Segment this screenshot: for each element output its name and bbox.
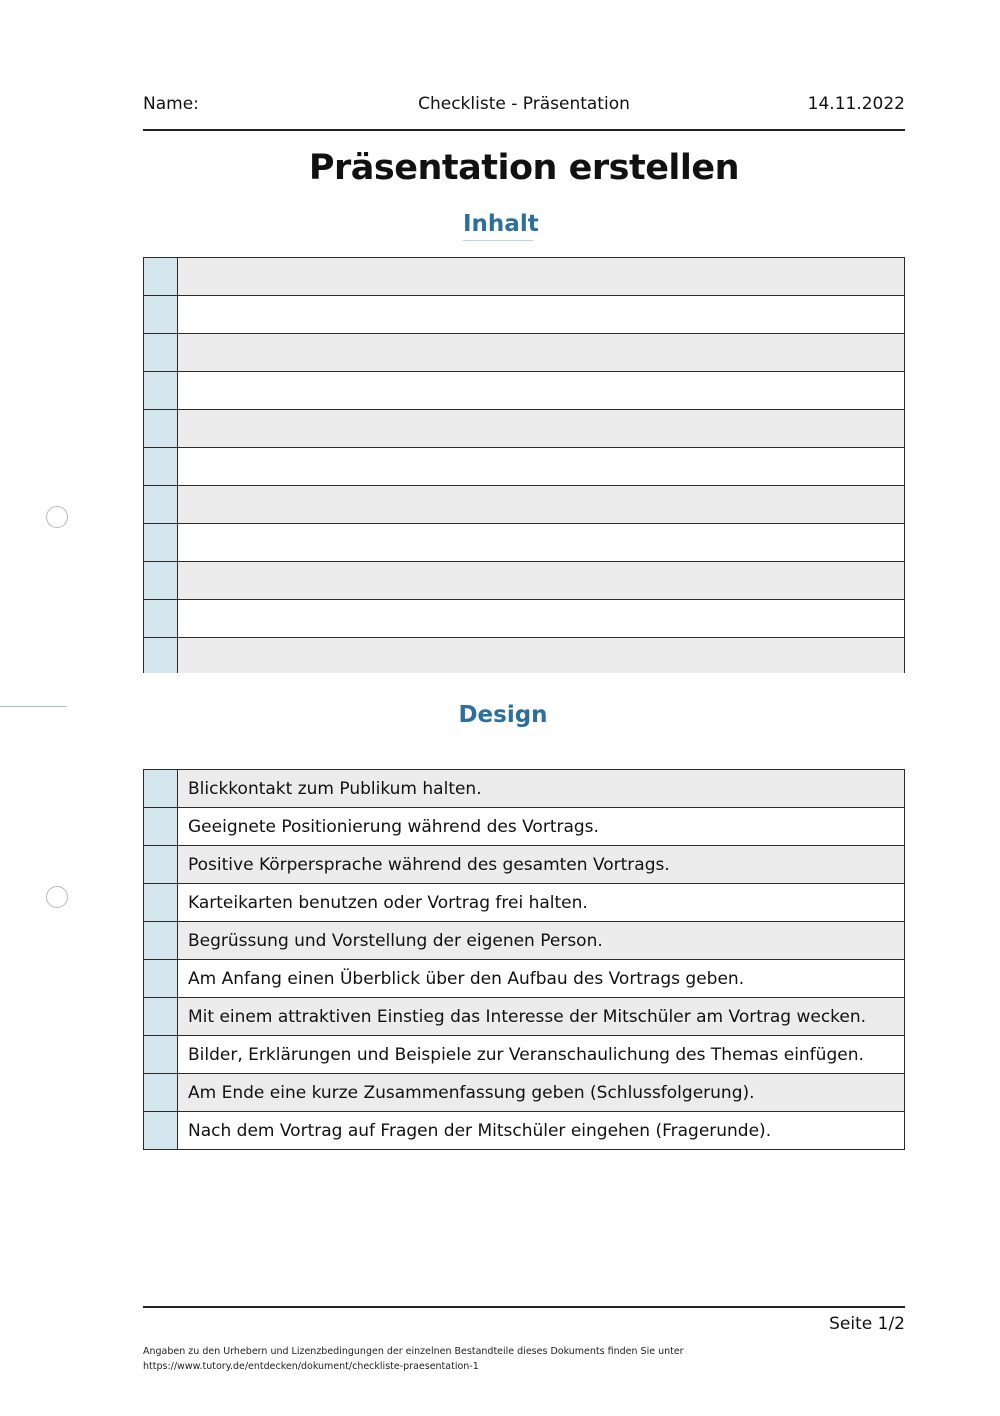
- design-row: [144, 1074, 905, 1112]
- design-checklist: [143, 769, 905, 1172]
- design-item-text: Nach dem Vortrag auf Fragen der Mitschüler eingehen (Fragerunde).: [178, 1112, 905, 1150]
- design-item-text: Geeignete Positionierung während des Vortrags.: [178, 808, 905, 846]
- inhalt-checkbox[interactable]: [144, 334, 178, 372]
- inhalt-row: [144, 410, 905, 448]
- design-checkbox[interactable]: [144, 846, 178, 884]
- design-checkbox[interactable]: [144, 922, 178, 960]
- page-number: Seite 1/2: [829, 1314, 905, 1334]
- inhalt-item-text: [178, 334, 905, 372]
- design-item-text: Karteikarten benutzen oder Vortrag frei halten.: [178, 884, 905, 922]
- inhalt-item-text: [178, 524, 905, 562]
- design-item-text: Positive Körpersprache während des gesamten Vortrags.: [178, 846, 905, 884]
- design-table: [143, 769, 905, 1150]
- punch-hole-bottom: [46, 886, 68, 908]
- inhalt-heading: Inhalt: [463, 211, 533, 241]
- document-title: Checkliste - Präsentation: [418, 94, 630, 114]
- inhalt-row: [144, 600, 905, 638]
- design-item-text: Bilder, Erklärungen und Beispiele zur Veranschaulichung des Themas einfügen.: [178, 1036, 905, 1074]
- design-heading: Design: [458, 702, 548, 728]
- design-row: [144, 808, 905, 846]
- inhalt-item-text: [178, 600, 905, 638]
- inhalt-row: [144, 638, 905, 674]
- design-row: [144, 922, 905, 960]
- attribution-text: Angaben zu den Urhebern und Lizenzbedingungen der einzelnen Bestandteile dieses Dokuments finden Sie unter: [143, 1346, 684, 1357]
- inhalt-item-text: [178, 562, 905, 600]
- inhalt-checkbox[interactable]: [144, 258, 178, 296]
- design-item-text: Am Anfang einen Überblick über den Aufbau des Vortrags geben.: [178, 960, 905, 998]
- inhalt-item-text: [178, 296, 905, 334]
- attribution: [143, 1344, 843, 1374]
- inhalt-checkbox[interactable]: [144, 448, 178, 486]
- inhalt-item-text: [178, 372, 905, 410]
- inhalt-row: [144, 486, 905, 524]
- inhalt-item-text: [178, 638, 905, 674]
- design-checkbox[interactable]: [144, 1036, 178, 1074]
- inhalt-item-text: [178, 486, 905, 524]
- inhalt-checkbox[interactable]: [144, 562, 178, 600]
- inhalt-item-text: [178, 448, 905, 486]
- design-checkbox[interactable]: [144, 884, 178, 922]
- inhalt-row: [144, 372, 905, 410]
- inhalt-checkbox[interactable]: [144, 524, 178, 562]
- inhalt-checkbox[interactable]: [144, 372, 178, 410]
- design-checkbox[interactable]: [144, 1074, 178, 1112]
- design-checkbox[interactable]: [144, 808, 178, 846]
- inhalt-checkbox[interactable]: [144, 486, 178, 524]
- fold-mark: [0, 706, 67, 707]
- design-row: [144, 998, 905, 1036]
- inhalt-checkbox[interactable]: [144, 638, 178, 674]
- inhalt-row: [144, 448, 905, 486]
- inhalt-item-text: [178, 258, 905, 296]
- design-item-text: Mit einem attraktiven Einstieg das Interesse der Mitschüler am Vortrag wecken.: [178, 998, 905, 1036]
- attribution-link[interactable]: https://www.tutory.de/entdecken/dokument/checkliste-praesentation-1: [143, 1361, 479, 1372]
- design-item-text: Blickkontakt zum Publikum halten.: [178, 770, 905, 808]
- inhalt-checkbox[interactable]: [144, 600, 178, 638]
- inhalt-table: [143, 257, 905, 673]
- inhalt-item-text: [178, 410, 905, 448]
- design-checkbox[interactable]: [144, 960, 178, 998]
- design-row: [144, 846, 905, 884]
- header-divider: [143, 129, 905, 131]
- document-date: 14.11.2022: [807, 94, 905, 114]
- inhalt-checkbox[interactable]: [144, 410, 178, 448]
- design-checkbox[interactable]: [144, 770, 178, 808]
- inhalt-row: [144, 334, 905, 372]
- page-header: [143, 94, 905, 120]
- name-label: Name:: [143, 94, 199, 114]
- design-row: [144, 884, 905, 922]
- inhalt-row: [144, 258, 905, 296]
- page-title: Präsentation erstellen: [308, 148, 740, 188]
- inhalt-row: [144, 296, 905, 334]
- design-checkbox[interactable]: [144, 1112, 178, 1150]
- design-item-text: Am Ende eine kurze Zusammenfassung geben (Schlussfolgerung).: [178, 1074, 905, 1112]
- footer-divider: [143, 1306, 905, 1308]
- design-checkbox[interactable]: [144, 998, 178, 1036]
- design-item-text: Begrüssung und Vorstellung der eigenen Person.: [178, 922, 905, 960]
- inhalt-row: [144, 562, 905, 600]
- design-row: [144, 770, 905, 808]
- inhalt-checklist: [143, 257, 905, 673]
- inhalt-checkbox[interactable]: [144, 296, 178, 334]
- inhalt-row: [144, 524, 905, 562]
- design-row: [144, 960, 905, 998]
- design-row: [144, 1036, 905, 1074]
- design-row: [144, 1112, 905, 1150]
- punch-hole-top: [46, 506, 68, 528]
